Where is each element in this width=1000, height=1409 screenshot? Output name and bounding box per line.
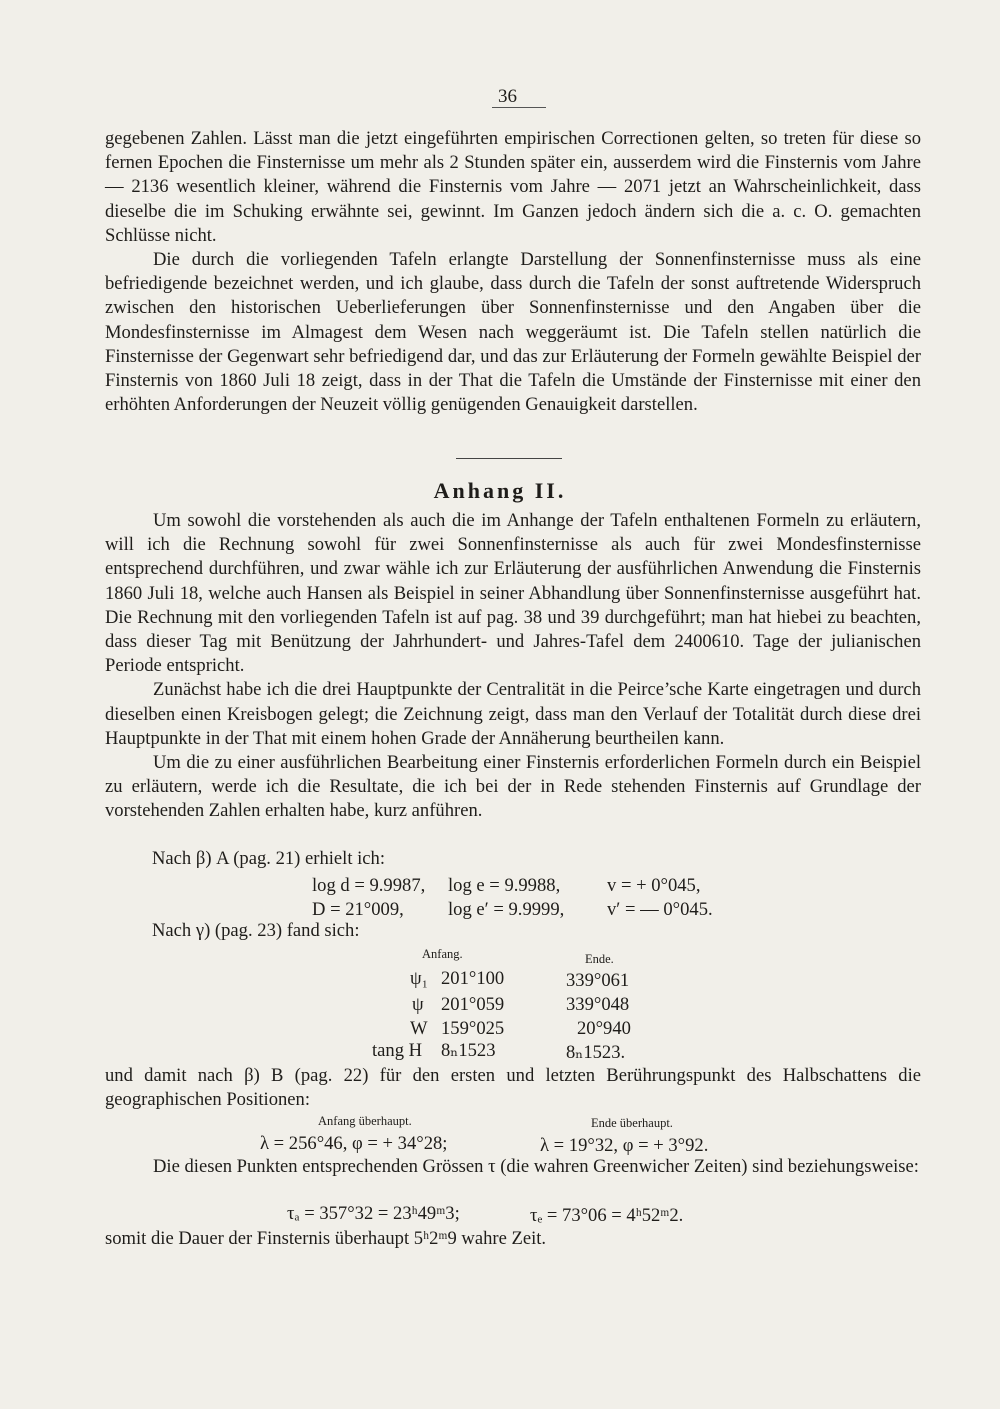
table-row-anfang: 8ₙ1523: [441, 1040, 496, 1061]
table-row-anfang: 201°100: [441, 968, 505, 989]
und-damit-paragraph: und damit nach β) B (pag. 22) für den ersten und letzten Berührungspunkt des Halbschattens die geographischen Positionen:: [105, 1065, 921, 1111]
paragraph-darstellung: Die durch die vorliegenden Tafeln erlangte Darstellung der Sonnenfinsternisse muss als eine befriedigende bezeichnet werden, und ich glaube, dass durch die Tafeln der sonst auftretende Widerspruch zwischen den historischen Ueberlieferungen über Sonnenfinsternisse und den Angaben über die Mondesfinsternisse im Almagest dem Wesen nach weggeräumt ist. Die Tafeln stellen natürlich die Finsternisse der Gegenwart sehr befriedigend dar, und das zur Erläuterung der Formeln gewählte Beispiel der Finsternis von 1860 Juli 18 zeigt, dass in der That die Tafeln die Umstände der Finsternisse mit einer den erhöhten Anforderungen der Neuzeit völlig genügenden Genauigkeit darstellen.: [105, 249, 921, 416]
position-anfang: λ = 256°46, φ = + 34°28;: [260, 1133, 448, 1154]
section-heading: Anhang II.: [433, 478, 567, 503]
table-row-label: ψ: [412, 994, 424, 1015]
tau-ende: τₑ = 73°06 = 4ʰ52ᵐ2.: [530, 1205, 684, 1226]
formula-log-e-prime: log e′ = 9.9999,: [448, 899, 565, 920]
paragraph-continuation: gegebenen Zahlen. Lässt man die jetzt eingeführten empirischen Correctionen gelten, so treten für diese so fernen Epochen die Finsternisse um mehr als 2 Stunden später ein, ausserdem wird die Finsternis vom Jahre — 2136 wesentlich kleiner, während die Finsternis vom Jahre — 2071 jetzt an Wahrscheinlichkeit, dass dieselbe die im Schuking erwähnte sei, gewinnt. Im Ganzen jedoch ändern sich die a. c. O. gemachten Schlüsse nicht.: [105, 128, 921, 246]
nach-gamma-line: Nach γ) (pag. 23) fand sich:: [152, 920, 360, 941]
table-row-anfang: 201°059: [441, 994, 505, 1015]
label-ende-ueberhaupt: Ende überhaupt.: [591, 1116, 673, 1130]
tau-anfang: τₐ = 357°32 = 23ʰ49ᵐ3;: [287, 1203, 460, 1224]
table-row-ende: 339°048: [566, 994, 630, 1015]
section-separator: [456, 458, 562, 459]
formula-v-prime: v′ = — 0°045.: [607, 899, 713, 920]
anhang-text-block: [105, 509, 921, 824]
dauer-line: somit die Dauer der Finsternis überhaupt 5ʰ2ᵐ9 wahre Zeit.: [105, 1228, 547, 1249]
paragraph-anhang-3: Um die zu einer ausführlichen Bearbeitung einer Finsternis erforderlichen Formeln durch ein Beispiel zu erläutern, werde ich die Resultate, die ich bei der in Rede stehenden Finsternis auf Grundlage der vorstehenden Zahlen erhalten habe, kurz anführen.: [105, 752, 921, 822]
nach-beta-line: Nach β) A (pag. 21) erhielt ich:: [152, 848, 386, 869]
formula-D: D = 21°009,: [312, 899, 404, 920]
table-row-ende: 8ₙ1523.: [566, 1042, 626, 1063]
paragraph-anhang-2: Zunächst habe ich die drei Hauptpunkte der Centralität in die Peirce’sche Karte eingetragen und durch dieselben einen Kreisbogen gelegt; die Zeichnung zeigt, dass man den Verlauf der Totalität durch diese drei Hauptpunkte in der That mit einem hohen Grade der Annäherung beurtheilen kann.: [105, 679, 921, 749]
position-ende: λ = 19°32, φ = + 3°92.: [540, 1135, 709, 1156]
table-row-label: ψ₁: [410, 968, 429, 989]
table-row-label: W: [410, 1018, 428, 1039]
label-anfang-ueberhaupt: Anfang überhaupt.: [318, 1114, 412, 1128]
page-number: 36: [498, 86, 517, 107]
formula-log-e: log e = 9.9988,: [448, 875, 561, 896]
table-header-ende: Ende.: [585, 952, 614, 966]
grossen-paragraph: [105, 1155, 921, 1179]
formula-v: v = + 0°045,: [607, 875, 701, 896]
table-header-anfang: Anfang.: [422, 947, 463, 961]
table-row-ende: 339°061: [566, 970, 630, 991]
top-text-block: [105, 127, 921, 417]
paragraph-anhang-1: Um sowohl die vorstehenden als auch die im Anhange der Tafeln enthaltenen Formeln zu erläutern, will ich die Rechnung sowohl für zwei Sonnenfinsternisse als auch für zwei Mondesfinsternisse entsprechend durchführen, und zwar wähle ich zur Erläuterung der ausführlichen Anwendung die Finsternis 1860 Juli 18, welche auch Hansen als Beispiel in seiner Abhandlung über Sonnenfinsternisse ausgeführt hat. Die Rechnung mit den vorliegenden Tafeln ist auf pag. 38 und 39 durchgeführt; man hat hiebei zu beachten, dass dieser Tag mit Benützung der Jahrhundert- und Jahres-Tafel dem 2400610. Tage der julianischen Periode entspricht.: [105, 510, 921, 677]
table-row-ende: 20°940: [577, 1018, 631, 1039]
formula-log-d: log d = 9.9987,: [312, 875, 426, 896]
table-row-label: tang H: [372, 1040, 423, 1061]
grossen-text: Die diesen Punkten entsprechenden Grössen τ (die wahren Greenwicher Zeiten) sind beziehungsweise:: [153, 1156, 919, 1177]
page-number-rule: [492, 107, 546, 108]
table-row-anfang: 159°025: [441, 1018, 505, 1039]
